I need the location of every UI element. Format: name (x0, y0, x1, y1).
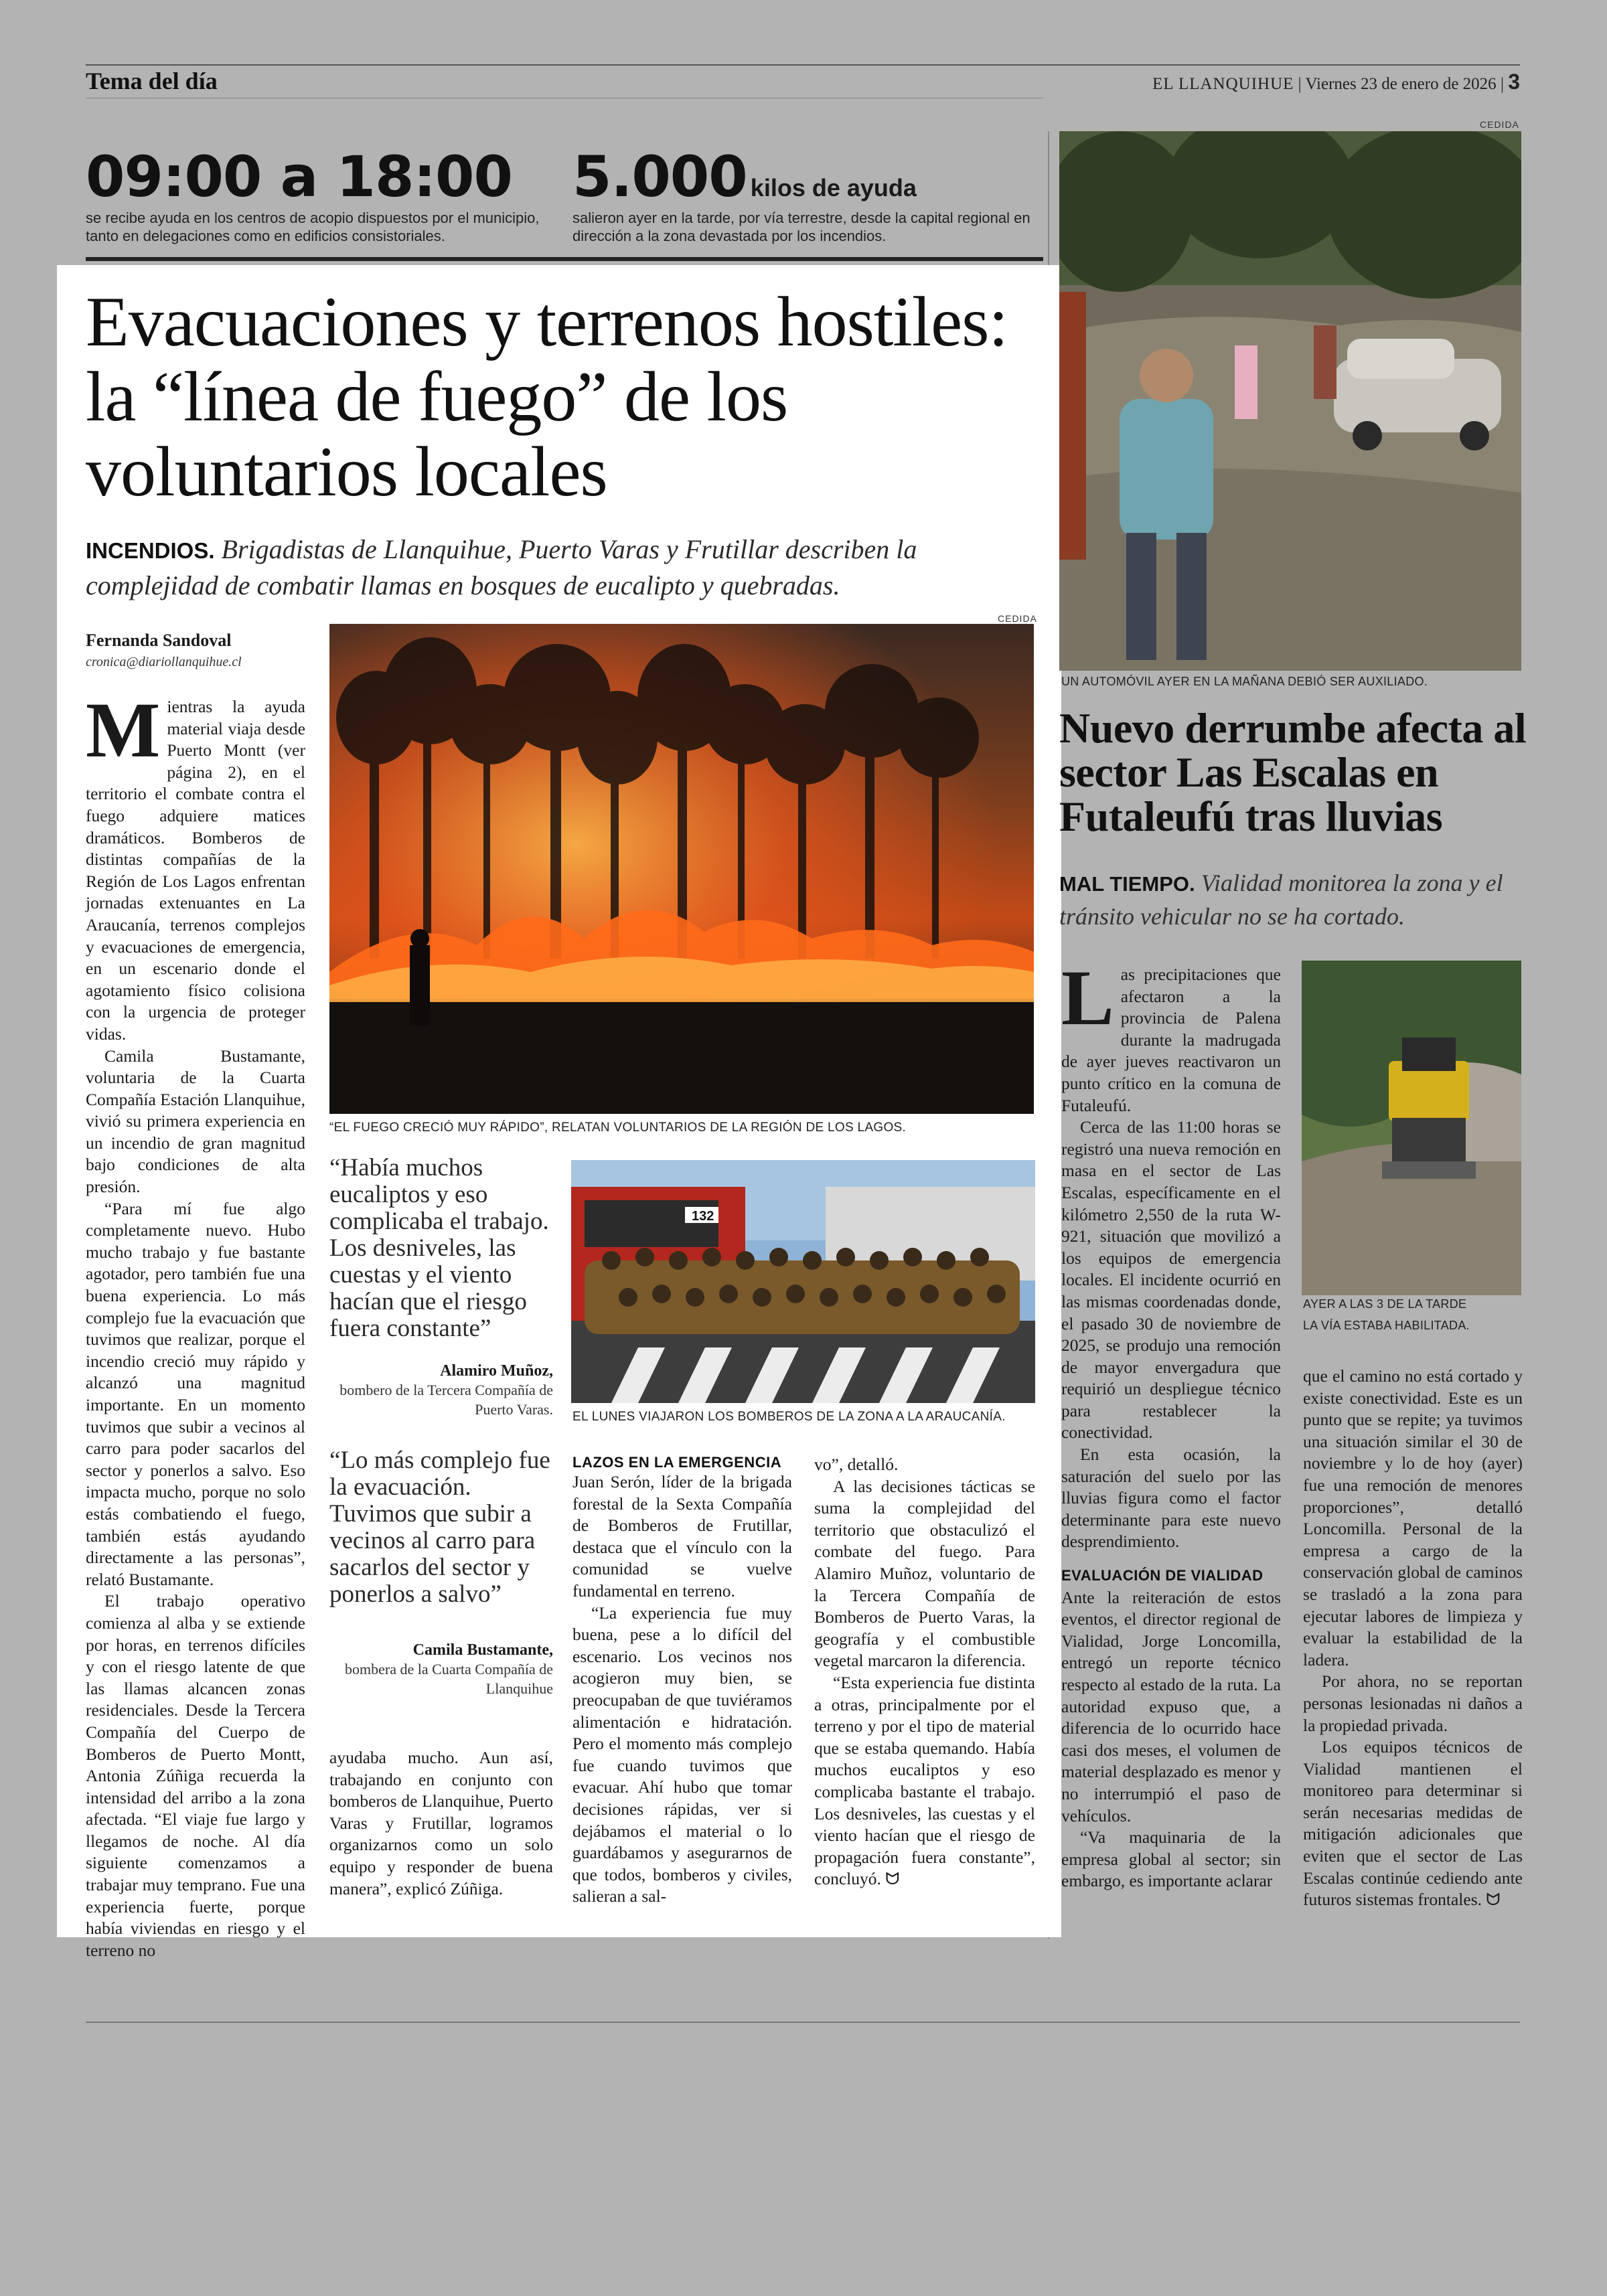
firefighters-photo-image (571, 1160, 1035, 1403)
article-column-2 (329, 1747, 553, 1900)
stat-value: 09:00 a 18:00 (86, 144, 512, 210)
issue-date: Viernes 23 de enero de 2026 (1305, 75, 1497, 93)
paper-name: EL LLANQUIHUE (1152, 75, 1294, 93)
stat-box-kilos (572, 144, 1048, 245)
author-email: cronica@diariollanquihue.cl (86, 655, 242, 669)
section-subhead: EVALUACIÓN DE VIALIDAD (1061, 1567, 1264, 1584)
paragraph: En esta ocasión, la saturación del suelo por las lluvias figura como el factor determinante para este nuevo desprendimiento. (1061, 1445, 1281, 1552)
photo-caption-line-1: AYER A LAS 3 DE LA TARDE (1303, 1297, 1467, 1311)
article-deck (86, 532, 1043, 603)
landslide-photo-image (1059, 131, 1521, 671)
side-kicker: MAL TIEMPO. (1059, 872, 1195, 896)
photo-caption-line-2: LA VÍA ESTABA HABILITADA. (1303, 1319, 1470, 1332)
quote-text: “Había muchos eucaliptos y eso complicaba el trabajo. Los desniveles, las cuestas y el viento hacían que el riesgo fuera constante” (329, 1154, 549, 1342)
page-number: 3 (1508, 70, 1520, 94)
photo-credit: CEDIDA (1480, 119, 1519, 130)
paragraph: “Va maquinaria de la empresa global al sector; sin embargo, es importante aclarar (1061, 1827, 1281, 1891)
section-subhead: LAZOS EN LA EMERGENCIA (572, 1454, 782, 1471)
stat-box-hours (86, 144, 548, 245)
page-bottom-rule (86, 2022, 1520, 2023)
quote-name: Camila Bustamante, (412, 1641, 553, 1659)
masthead-top-rule (86, 64, 1520, 66)
paragraph: “La experiencia fue muy buena, pese a lo difícil del escenario. Los vecinos nos acogieron muy bien, se preocupaban de que tuviéramos alimentación e hidratación. Pero el momento más complejo fue cuando tuvimos que evacuar. Ahí hubo que tomar decisiones rápidas, ver si dejábamos el material o lo guardábamos y asegurarnos de que todos, bomberos y civiles, salieran a sal- (572, 1603, 792, 1906)
article-column-4 (814, 1454, 1035, 1890)
stat-unit: kilos de ayuda (750, 174, 917, 201)
paragraph: Por ahora, no se reportan personas lesionadas ni daños a la propiedad privada. (1303, 1671, 1523, 1735)
side-deck (1059, 867, 1528, 932)
paragraph-text: as precipitaciones que afectaron a la provincia de Palena durante la madrugada de ayer jueves reactivaron un punto crítico en la comuna de Futaleufú. (1061, 965, 1281, 1115)
quote-role: bombero de la Tercera Compañía de Puerto Varas. (339, 1382, 553, 1418)
paragraph: A las decisiones tácticas se suma la complejidad del territorio que obstaculizó el combate del fuego. Para Alamiro Muñoz, voluntario de la Tercera Compañía de Bomberos de Puerto Varas, la geografía y el combustible vegetal marcaron la diferencia. (814, 1476, 1035, 1671)
masthead-sep: | (1298, 75, 1306, 93)
stat-bottom-rule (86, 257, 1043, 261)
paragraph: “Para mí fue algo completamente nuevo. Hubo mucho trabajo y fue bastante agotador, pero también fue una buena experiencia. Lo más complejo fue la evacuación que tuvimos que realizar, porque el incendio creció muy rápido y alcanzó una magnitud importante. En un momento tuvimos que subir a vecinos al carro para poder sacarlos del sector y ponerlos a salvo. Eso impacta mucho, porque no solo estás combatiendo el fuego, también estás ayudando directamente a las personas”, relató Bustamante. (86, 1198, 305, 1589)
paragraph (1061, 954, 1281, 1117)
author-name: Fernanda Sandoval (86, 631, 232, 650)
fire-photo (329, 624, 1034, 1114)
photo-caption: EL LUNES VIAJARON LOS BOMBEROS DE LA ZONA A LA ARAUCANÍA. (572, 1410, 1006, 1424)
end-mark-icon: ᗢ (1486, 1890, 1501, 1910)
article-deck-text: Brigadistas de Llanquihue, Puerto Varas y Frutillar describen la complejidad de combatir llamas en bosques de eucalipto y quebradas. (86, 534, 917, 600)
landslide-photo (1059, 131, 1521, 671)
quote-text: “Lo más complejo fue la evacuación. Tuvimos que subir a vecinos al carro para sacarlos del sector y ponerlos a salvo” (329, 1447, 550, 1608)
paragraph: vo”, detalló. (814, 1455, 899, 1474)
stat-text: se recibe ayuda en los centros de acopio dispuestos por el municipio, tanto en delegaciones como en edificios consistoriales. (86, 210, 540, 244)
paragraph: que el camino no está cortado y existe conectividad. Este es un punto que se repite; ya tuvimos una situación similar el 30 de noviembre y lo de hoy (ayer) fue una remoción de menores proporciones”, detalló Loncomilla. Personal de la empresa a cargo de la conservación global de caminos se trasladó a la zona para ejecutar labores de limpieza y evaluar la estabilidad de la ladera. (1303, 1366, 1523, 1669)
excavator-photo-image (1302, 961, 1521, 1295)
drop-cap: L (1061, 954, 1114, 1042)
masthead-sep: | (1500, 75, 1509, 93)
paragraph: Cerca de las 11:00 horas se registró una nueva remoción en masa en el sector de Las Escalas, específicamente en el kilómetro 2,550 de la ruta W-921, situación que movilizó a los equipos de emergencia locales. El incidente ocurrió en las mismas coordenadas donde, el pasado 30 de noviembre de 2025, se produjo una remoción de mayor envergadura que requirió un despliegue técnico para restablecer la conectividad. (1061, 1117, 1281, 1443)
quote-role: bombera de la Cuarta Compañía de Llanquihue (345, 1661, 553, 1697)
drop-cap: M (86, 686, 161, 774)
article-column-1 (86, 686, 305, 1961)
end-mark-icon: ᗢ (885, 1869, 900, 1889)
paragraph: Juan Serón, líder de la brigada forestal de la Sexta Compañía de Bomberos de Frutillar, destaca que el vínculo con la comunidad se vuelve fundamental en terreno. (572, 1472, 792, 1601)
stat-value: 5.000 (572, 144, 747, 210)
article-headline: Evacuaciones y terrenos hostiles: la “línea de fuego” de los voluntarios locales (86, 282, 1008, 511)
excavator-photo (1302, 961, 1521, 1295)
article-column-3 (572, 1454, 792, 1908)
paragraph (86, 686, 305, 1046)
side-column-2 (1303, 1366, 1523, 1911)
stat-text: salieron ayer en la tarde, por vía terrestre, desde la capital regional en dirección a la zona devastada por los incendios. (572, 210, 1030, 244)
pull-quote-1 (329, 1155, 553, 1419)
photo-caption: UN AUTOMÓVIL AYER EN LA MAÑANA DEBIÓ SER AUXILIADO. (1061, 675, 1428, 688)
paragraph: ayudaba mucho. Aun así, trabajando en conjunto con bomberos de Llanquihue, Puerto Varas y Frutillar, logramos organizarnos como un solo equipo y responder de buena manera”, explicó Zúñiga. (329, 1748, 553, 1898)
paragraph: El trabajo operativo comienza al alba y se extiende por horas, en terrenos difíciles y con el riesgo latente de que las llamas alcancen zonas residenciales. Desde la Tercera Compañía del Cuerpo de Bomberos de Puerto Montt, Antonia Zúñiga recuerda la intensidad del arribo a la zona afectada. “El viaje fue largo y llegamos de noche. Al día siguiente comenzamos a trabajar muy temprano. Fue una experiencia fuerte, porque había viviendas en riesgo y el terreno no (86, 1591, 305, 1960)
photo-credit: CEDIDA (998, 613, 1037, 624)
paragraph-text: Los equipos técnicos de Vialidad mantienen el monitoreo para determinar si serán necesarias medidas de mitigación adicionales que eviten que el sector de Las Escalas continúe cediendo ante futuros sistemas frontales. (1303, 1737, 1523, 1910)
photo-caption: “EL FUEGO CRECIÓ MUY RÁPIDO”, RELATAN VOLUNTARIOS DE LA REGIÓN DE LOS LAGOS. (329, 1121, 907, 1135)
firefighters-photo (571, 1160, 1035, 1403)
paragraph (1303, 1736, 1523, 1911)
pull-quote-2 (329, 1447, 553, 1698)
section-title: Tema del día (86, 68, 218, 94)
quote-name: Alamiro Muñoz, (440, 1362, 553, 1380)
paragraph-text: “Esta experiencia fue distinta a otras, principalmente por el terreno y por el tipo de material que se estaba quemando. Había muchos eucaliptos y eso complicaba bastante el trabajo. Los desniveles, las cuestas y el viento hacían que el riesgo de propagación fuera constante”, concluyó. (814, 1672, 1035, 1889)
article-kicker: INCENDIOS. (86, 538, 215, 563)
paragraph-text: ientras la ayuda material viaja desde Puerto Montt (ver página 2), en el territorio el combate contra el fuego adquiere matices dramáticos. Bomberos de distintas compañías de la Región de Los Lagos enfrentan jornadas extenuantes en La Araucanía, terrenos complejos y evacuaciones de emergencia, en un escenario donde el agotamiento físico colisiona con la urgencia de proteger vidas. (86, 697, 305, 1044)
masthead-info (804, 70, 1520, 94)
side-deck-text: Vialidad monitorea la zona y el tránsito vehicular no se ha cortado. (1059, 870, 1503, 930)
truck-number: 132 (692, 1209, 714, 1224)
side-headline: Nuevo derrumbe afecta al sector Las Escalas en Futaleufú tras lluvias (1059, 704, 1527, 840)
paragraph: Ante la reiteración de estos eventos, el director regional de Vialidad, Jorge Loncomilla, entregó un reporte técnico respecto al estado de la ruta. La autoridad expuso que, a diferencia de lo ocurrido hace casi dos meses, el volumen de material desplazado es menor y no interrumpió el paso de vehículos. (1061, 1587, 1281, 1825)
side-column-1 (1061, 954, 1281, 1892)
paragraph (814, 1672, 1035, 1890)
paragraph: Camila Bustamante, voluntaria de la Cuarta Compañía Estación Llanquihue, vivió su primera experiencia en un incendio de gran magnitud bajo condiciones de alta presión. (86, 1046, 305, 1197)
fire-photo-image (329, 624, 1034, 1114)
